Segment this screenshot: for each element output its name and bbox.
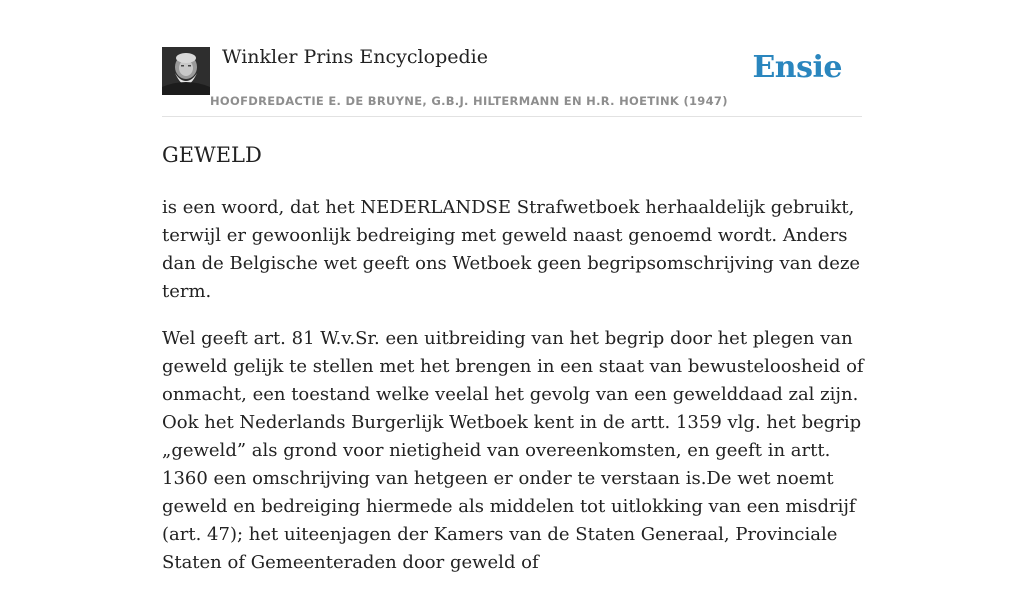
article-paragraph: Wel geeft art. 81 W.v.Sr. een uitbreiding van het begrip door het plegen van geweld gelijk te stellen met het brengen in een staat van bewusteloosheid of onmacht, een toestand welke veelal het gevolg van een gewelddaad zal zijn. Ook het Nederlands Burgerlijk Wetboek kent in de artt. 1359 vlg. het begrip „geweld” als grond voor nietigheid van overeenkomsten, en geeft in artt. 1360 een omschrijving van hetgeen er onder te verstaan is.De wet noemt geweld en bedreiging hiermede als middelen tot uitlokking van een misdrijf (art. 47); het uiteenjagen der Kamers van de Staten Generaal, Provinciale Staten of Gemeenteraden door geweld of: [162, 328, 864, 573]
article-paragraph: is een woord, dat het NEDERLANDSE Strafwetboek herhaaldelijk gebruikt, terwijl er gewoonlijk bedreiging met geweld naast genoemd wordt. Anders dan de Belgische wet geeft ons Wetboek geen begripsomschrijving van deze term.: [162, 197, 861, 302]
editors-subtitle: HOOFDREDACTIE E. DE BRUYNE, G.B.J. HILTERMANN EN H.R. HOETINK (1947): [210, 94, 728, 108]
site-title[interactable]: Winkler Prins Encyclopedie: [222, 46, 488, 68]
portrait-icon: [162, 47, 210, 95]
portrait-avatar[interactable]: [162, 47, 210, 95]
article-title: GEWELD: [162, 143, 262, 167]
article: [162, 140, 867, 596]
ensie-logo[interactable]: Ensie: [752, 50, 842, 85]
site-header: [162, 0, 862, 117]
